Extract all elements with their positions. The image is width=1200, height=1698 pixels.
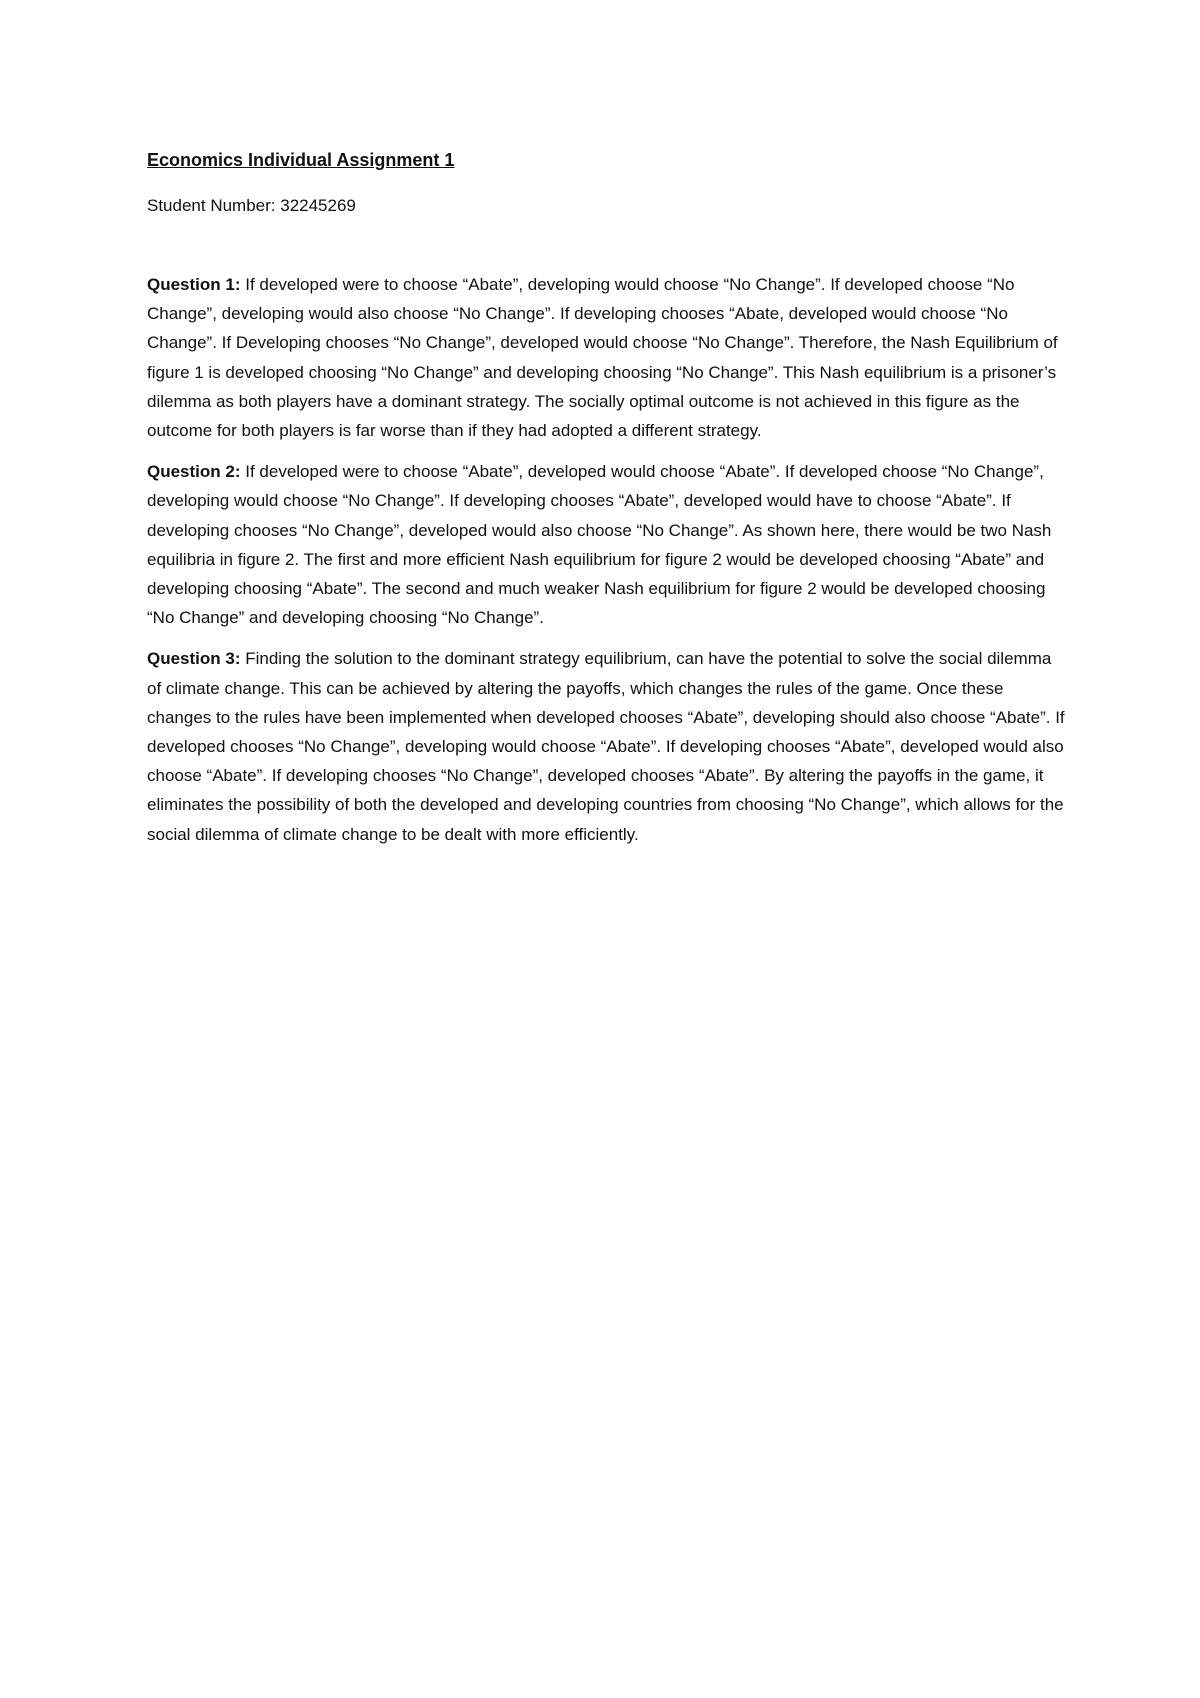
student-number: Student Number: 32245269	[147, 196, 356, 215]
question-1-answer	[147, 270, 1067, 445]
question-3-label: Question 3:	[147, 649, 241, 669]
question-2-text: If developed were to choose “Abate”, developed would choose “Abate”. If developed choose “No Change”, developing would choose “No Change”. If developing chooses “Abate”, developed would have to choose “Abate”. If developing chooses “No Change”, developed would also choose “No Change”. As shown here, there would be two Nash equilibria in figure 2. The first and more efficient Nash equilibrium for figure 2 would be developed choosing “Abate” and developing choosing “Abate”. The second and much weaker Nash equilibrium for figure 2 would be developed choosing “No Change” and developing choosing “No Change”.	[147, 462, 1052, 628]
document-title: Economics Individual Assignment 1	[147, 150, 455, 170]
document-body	[147, 148, 1067, 861]
question-3-text: Finding the solution to the dominant strategy equilibrium, can have the potential to solve the social dilemma of climate change. This can be achieved by altering the payoffs, which changes the rules of the game. Once these changes to the rules have been implemented when developed chooses “Abate”, developing should also choose “Abate”. If developed chooses “No Change”, developing would choose “Abate”. If developing chooses “Abate”, developed would also choose “Abate”. If developing chooses “No Change”, developed chooses “Abate”. By altering the payoffs in the game, it eliminates the possibility of both the developed and developing countries from choosing “No Change”, which allows for the social dilemma of climate change to be dealt with more efficiently.	[147, 649, 1065, 844]
question-1-text: If developed were to choose “Abate”, developing would choose “No Change”. If developed choose “No Change”, developing would also choose “No Change”. If developing chooses “Abate, developed would choose “No Change”. If Developing chooses “No Change”, developed would choose “No Change”. Therefore, the Nash Equilibrium of figure 1 is developed choosing “No Change” and developing choosing “No Change”. This Nash equilibrium is a prisoner’s dilemma as both players have a dominant strategy. The socially optimal outcome is not achieved in this figure as the outcome for both players is far worse than if they had adopted a different strategy.	[147, 275, 1058, 441]
answers-section	[147, 270, 1067, 849]
question-2-answer	[147, 457, 1067, 632]
question-1-label: Question 1:	[147, 275, 241, 294]
question-3-answer	[147, 644, 1067, 848]
question-2-label: Question 2:	[147, 462, 241, 482]
